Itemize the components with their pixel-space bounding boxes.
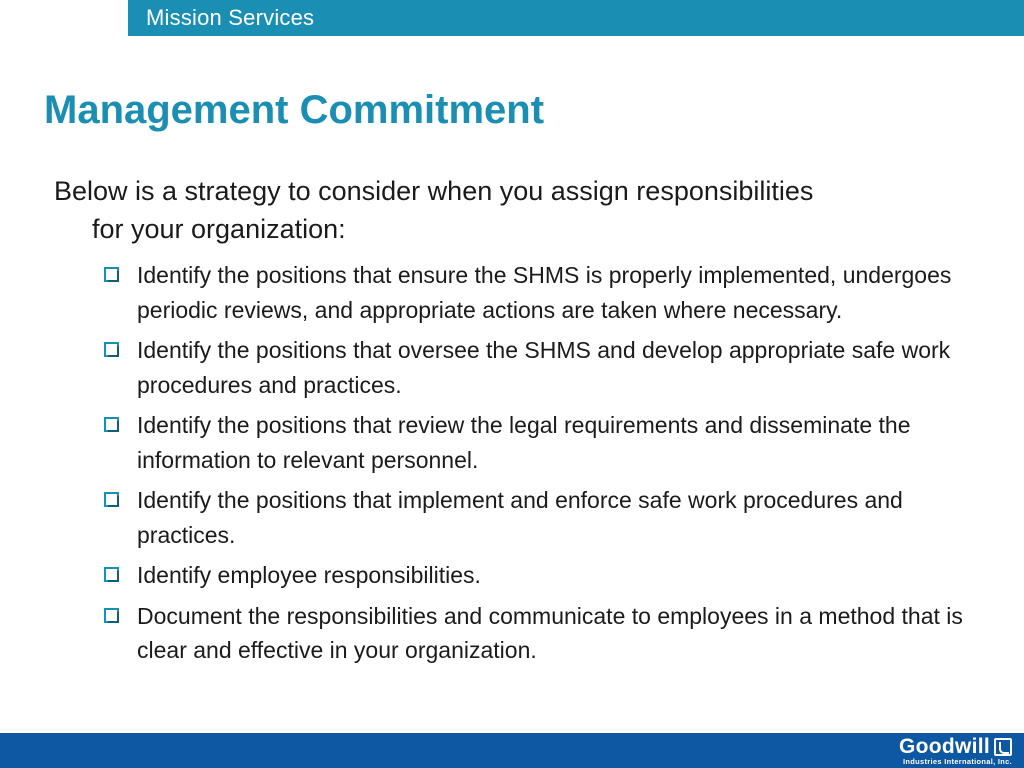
goodwill-logo [899, 735, 1012, 766]
logo-subtext: Industries International, Inc. [902, 757, 1012, 766]
intro-text: Below is a strategy to consider when you assign responsibilities for your organization: [54, 176, 814, 244]
list-item [104, 483, 964, 552]
bullet-text: Identify the positions that ensure the SHMS is properly implemented, undergoes periodic reviews, and appropriate actions are taken where necessary. [137, 262, 952, 323]
checkbox-icon [104, 417, 119, 432]
header-logo-space [0, 0, 128, 36]
goodwill-smile-icon [994, 738, 1012, 756]
checkbox-icon [104, 608, 119, 623]
bullet-text: Identify the positions that oversee the SHMS and develop appropriate safe work procedures and practices. [137, 337, 951, 398]
checkbox-icon [104, 267, 119, 282]
bullet-text: Document the responsibilities and communicate to employees in a method that is clear and effective in your organization. [137, 602, 963, 663]
bullet-text: Identify the positions that implement and enforce safe work procedures and practices. [137, 487, 903, 548]
list-item [104, 333, 964, 402]
checkbox-icon [104, 567, 119, 582]
list-item [104, 599, 964, 668]
checkbox-icon [104, 342, 119, 357]
list-item [104, 408, 964, 477]
footer-band [0, 733, 1024, 768]
checkbox-icon [104, 492, 119, 507]
bullet-list [104, 258, 964, 674]
slide-title: Management Commitment [44, 88, 545, 132]
bullet-text: Identify employee responsibilities. [137, 562, 481, 588]
list-item [104, 558, 964, 593]
bullet-text: Identify the positions that review the legal requirements and disseminate the information to relevant personnel. [137, 412, 911, 473]
list-item [104, 258, 964, 327]
section-label: Mission Services [146, 5, 315, 30]
logo-text: Goodwill [898, 735, 990, 758]
header-band [0, 0, 1024, 36]
